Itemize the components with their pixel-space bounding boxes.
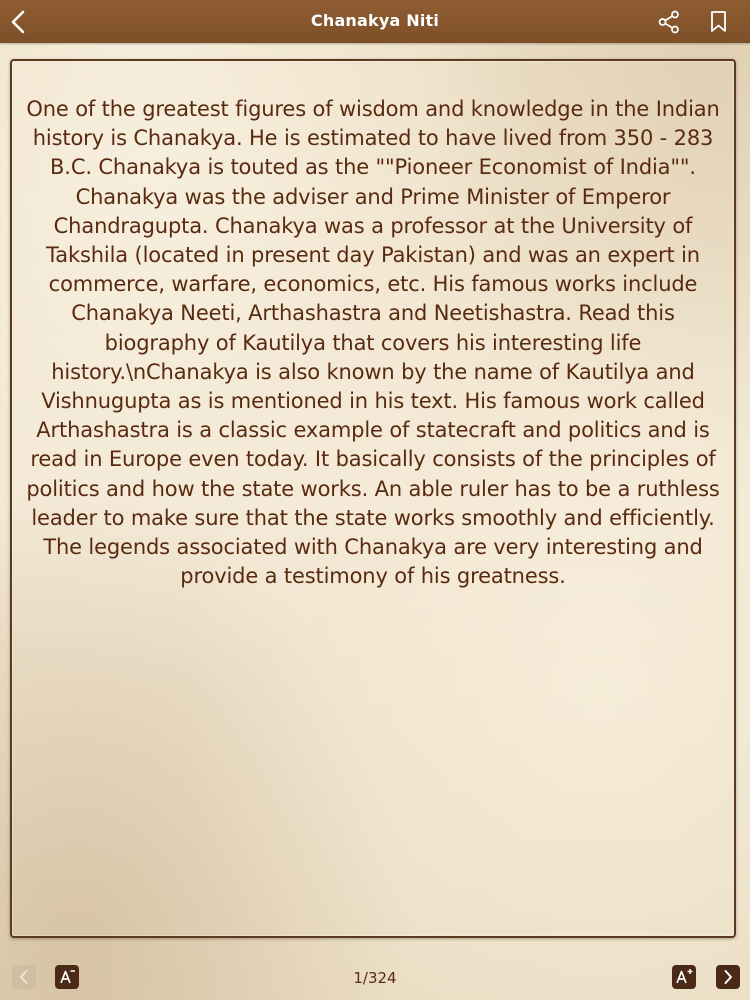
bookmark-button[interactable]: [706, 9, 732, 35]
font-increase-icon: [672, 965, 696, 989]
top-navigation-bar: [0, 0, 750, 43]
next-page-button[interactable]: [716, 965, 740, 989]
page-title: Chanakya Niti: [310, 11, 440, 30]
share-icon: [656, 9, 682, 35]
page-indicator: 1/324: [353, 969, 397, 987]
article-text: One of the greatest figures of wisdom and knowledge in the Indian history is Chanakya. He is estimated to have lived from 350 - 283 B.C. Chanakya is touted as the ""Pioneer Economist of India"". Chanakya was the adviser and Prime Minister of Emperor Chandragupta. Chanakya was a professor at the University of Takshila (located in present day Pakistan) and was an expert in commerce, warfare, economics, etc. His famous works include Chanakya Neeti, Arthashastra and Neetishastra. Read this biography of Kautilya that covers his interesting life history.\nChanakya is also known by the name of Kautilya and Vishnugupta as is mentioned in his text. His famous work called Arthashastra is a classic example of statecraft and politics and is read in Europe even today. It basically consists of the principles of politics and how the state works. An able ruler has to be a ruthless leader to make sure that the state works smoothly and efficiently. The legends associated with Chanakya are very interesting and provide a testimony of his greatness.: [26, 97, 720, 589]
bottom-toolbar: [0, 950, 750, 1000]
chevron-right-icon: [716, 965, 740, 989]
bookmark-icon: [706, 9, 732, 35]
content-frame: [10, 59, 736, 938]
share-button[interactable]: [656, 9, 682, 35]
increase-font-button[interactable]: [672, 965, 696, 989]
